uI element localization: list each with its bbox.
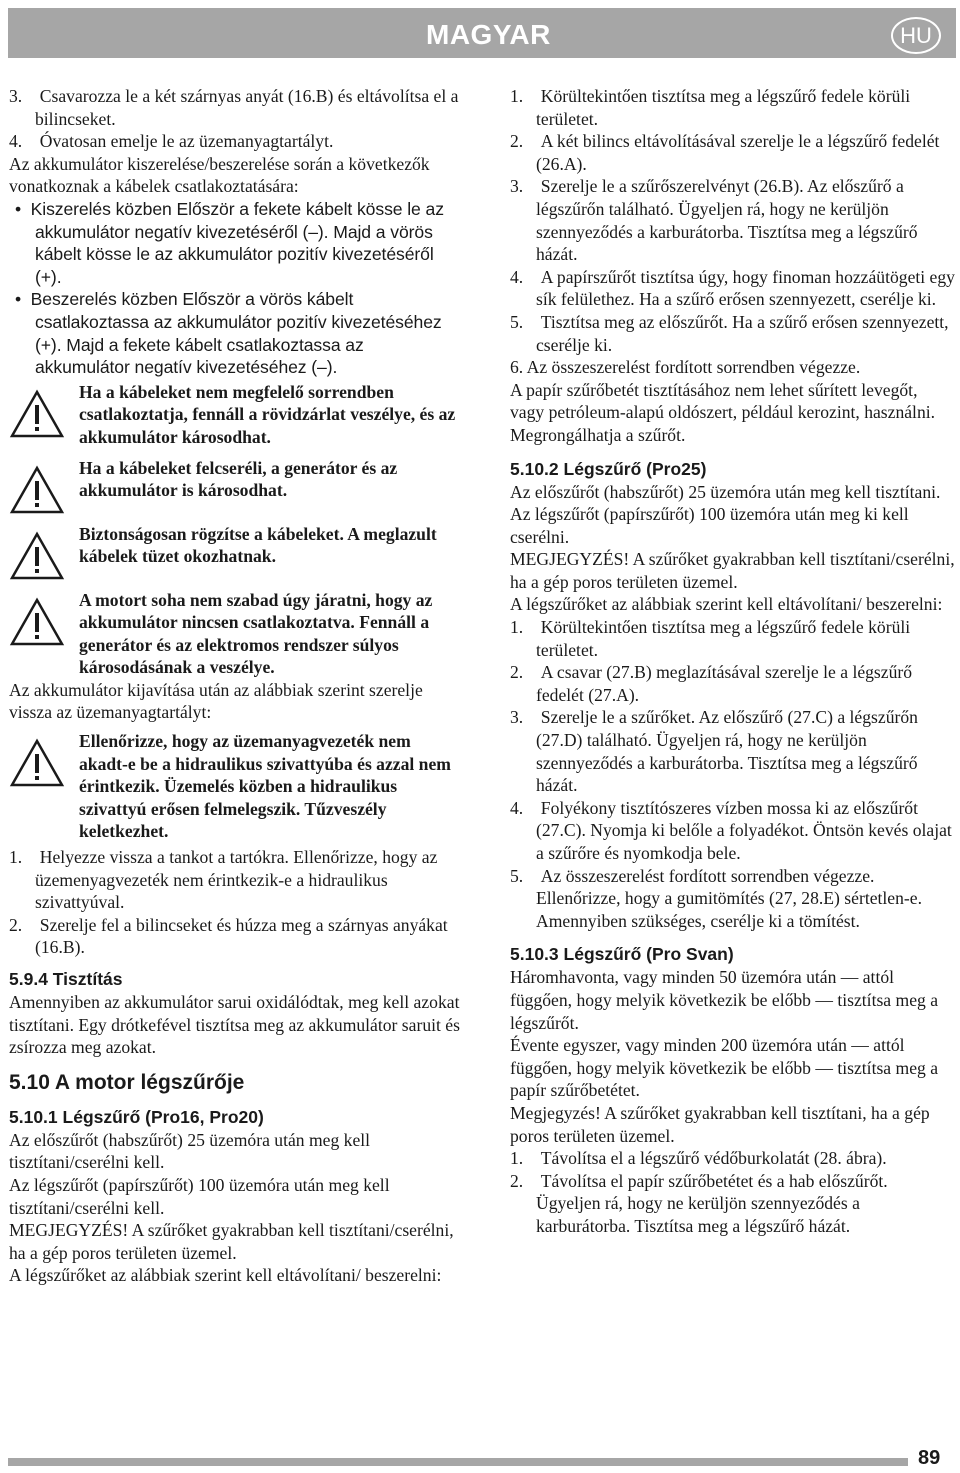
section-heading-5-10-2: 5.10.2 Légszűrő (Pro25): [510, 458, 707, 479]
pro25-step-5: 5. Az összeszerelést fordított sorrendben végezze. Ellenőrizze, hogy a gumitömítés (27, 28.E) sértetlen-e. Amennyiben szükséges, cserélje ki a tömítést.: [510, 865, 922, 931]
svan-quarterly-paragraph: Háromhavonta, vagy minden 50 üzemóra után — attól függően, hogy melyik következik be előbb — tisztítsa meg a légszűrőt.: [510, 967, 939, 1033]
section-heading-5-9-4: 5.9.4 Tisztítás: [9, 969, 123, 989]
svan-step-1: 1. Távolítsa el a légszűrő védőburkolatát (28. ábra).: [510, 1148, 887, 1169]
pro25-intro-paragraph: A légszűrőket az alábbiak szerint kell eltávolítani/ beszerelni:: [510, 594, 943, 615]
step-3-text: 3. Csavarozza le a két szárnyas anyát (16.B) és eltávolítsa el a bilincseket.: [9, 86, 459, 129]
warning-triangle-icon: [9, 531, 65, 581]
pro25-paper-paragraph: Az légszűrőt (papírszűrőt) 100 üzemóra után meg ki kell cserélni.: [510, 504, 909, 547]
warning-block: [9, 381, 461, 449]
install-bullet-text: Beszerelés közben Először a vörös kábelt csatlakoztassa az akkumulátor pozitív kivezetéséhez (+). Majd a fekete kábelt csatlakoztassa az akkumulátor negatív kivezetéséhez (–).: [30, 289, 442, 378]
language-badge: HU: [891, 17, 941, 54]
warning-text: Ha a kábeleket nem megfelelő sorrendben csatlakoztatja, fennáll a rövidzárlat veszélye, és az akkumulátor károsodhat.: [79, 381, 456, 447]
warning-block: [9, 730, 461, 843]
section-heading-5-10: 5.10 A motor légszűrője: [9, 1070, 245, 1094]
pro25-step-1: 1. Körültekintően tisztítsa meg a légszűrő fedele körüli területet.: [510, 617, 911, 660]
filter-step-3: 3. Szerelje le a szűrőszerelvényt (26.B). Az előszűrő a légszűrőn található. Ügyeljen rá, hogy ne kerüljön szennyeződés a karburátorba. Tisztítsa meg a légszűrő házát.: [510, 176, 918, 265]
filter-step-1: 1. Körültekintően tisztítsa meg a légszűrő fedele körüli területet.: [510, 86, 911, 129]
paper-filter-paragraph: Az légszűrőt (papírszűrőt) 100 üzemóra után meg kell tisztítani/cserélni kell.: [9, 1174, 390, 1218]
warning-text: Ellenőrizze, hogy az üzemanyagvezeték nem akadt-e be a hidraulikus szivattyúba és azzal nem érintkezik. Üzemelés közben a hidraulikus szivattyú erősen felmelegszik. Tűzveszély keletkezhet.: [79, 731, 451, 842]
filter-step-4: 4. A papírszűrőt tisztítsa úgy, hogy finoman hozzáütögeti egy sík felülethez. Ha a szűrő erősen szennyezett, cserélje ki.: [510, 266, 955, 310]
footer-bar: [8, 1458, 908, 1466]
cleaning-paragraph: Amennyiben az akkumulátor sarui oxidálódtak, meg kell azokat tisztítani. Egy drótkefével tisztítsa meg az akkumulátor saruit és zsírozza meg azokat.: [9, 992, 460, 1058]
pro25-step-3: 3. Szerelje le a szűrőket. Az előszűrő (27.C) a légszűrőn (27.D) található. Ügyeljen rá, hogy ne kerüljön szennyeződés a karburátorba. Tisztítsa meg a légszűrő házát.: [510, 707, 918, 796]
removal-bullet: • Kiszerelés közben Először a fekete kábelt kösse le az akkumulátor negatív kivezetéséről (–). Majd a vörös kábelt kösse le az akkumulátor pozitív kivezetéséről (+).: [15, 198, 444, 287]
step-4-text: 4. Óvatosan emelje le az üzemanyagtartályt.: [9, 131, 334, 152]
removal-bullet-text: Kiszerelés közben Először a fekete kábelt kösse le az akkumulátor negatív kivezetéséről (–). Majd a vörös kábelt kösse le az akkumulátor pozitív kivezetéséről (+).: [30, 198, 444, 287]
warning-text: Ha a kábeleket felcseréli, a generátor és az akkumulátor is károsodhat.: [79, 457, 398, 501]
note-paragraph: MEGJEGYZÉS! A szűrőket gyakrabban kell tisztítani/cserélni, ha a gép poros területen üzemel.: [9, 1220, 454, 1263]
filter-step-2: 2. A két bilincs eltávolításával szerelje le a légszűrő fedelét (26.A).: [510, 131, 940, 174]
refit-intro-paragraph: Az akkumulátor kijavítása után az alábbiak szerint szerelje vissza az üzemanyagtartályt:: [9, 679, 423, 723]
svan-step-2: 2. Távolítsa el papír szűrőbetétet és a hab előszűrőt. Ügyeljen rá, hogy ne kerüljön szennyeződés a karburátorba. Tisztítsa meg a légszűrő házát.: [510, 1170, 888, 1236]
prefilter-paragraph: Az előszűrőt (habszűrőt) 25 üzemóra után meg kell tisztítani/cserélni kell.: [9, 1129, 371, 1173]
filter-step-6: 6. Az összeszerelést fordított sorrendben végezze.: [510, 357, 861, 378]
install-bullet: • Beszerelés közben Először a vörös kábelt csatlakoztassa az akkumulátor pozitív kivezetéséhez (+). Majd a fekete kábelt csatlakoztassa az akkumulátor negatív kivezetéséhez (–).: [15, 289, 442, 378]
pro25-prefilter-paragraph: Az előszűrőt (habszűrőt) 25 üzemóra után meg kell tisztítani.: [510, 481, 941, 502]
battery-intro-paragraph: Az akkumulátor kiszerelése/beszerelése során a következők vonatkoznak a kábelek csatlakoztatására:: [9, 153, 430, 197]
warning-text: A motort soha nem szabad úgy járatni, hogy az akkumulátor nincsen csatlakoztatva. Fennáll a generátor és az elektromos rendszer súlyos károsodásának a veszélye.: [79, 589, 433, 678]
section-heading-5-10-1: 5.10.1 Légszűrő (Pro16, Pro20): [9, 1106, 264, 1127]
svan-yearly-paragraph: Évente egyszer, vagy minden 200 üzemóra után — attól függően, hogy melyik következik be előbb — tisztítsa meg a papír szűrőbetétet.: [510, 1035, 939, 1101]
warning-text: Biztonságosan rögzítse a kábeleket. A meglazult kábelek tüzet okozhatnak.: [79, 523, 437, 567]
right-column: [510, 85, 955, 1238]
warning-triangle-icon: [9, 389, 65, 439]
language-title: MAGYAR: [426, 19, 551, 50]
warning-triangle-icon: [9, 738, 65, 788]
pro25-note-paragraph: MEGJEGYZÉS! A szűrőket gyakrabban kell tisztítani/cserélni, ha a gép poros területen üzemel.: [510, 549, 955, 592]
refit-step-2: 2. Szerelje fel a bilincseket és húzza meg a szárnyas anyákat (16.B).: [9, 914, 448, 958]
warning-triangle-icon: [9, 465, 65, 515]
refit-step-1: 1. Helyezze vissza a tankot a tartókra. Ellenőrizze, hogy az üzemenyagvezeték nem érintkezik-e a hidraulikus szivattyúval.: [9, 847, 438, 913]
compressed-air-paragraph: A papír szűrőbetét tisztításához nem lehet sűrített levegőt, vagy petróleum-alapú oldószert, például kerozint, használni. Megrongálhatja a szűrőt.: [510, 379, 936, 445]
svan-note-paragraph: Megjegyzés! A szűrőket gyakrabban kell tisztítani, ha a gép poros területen üzemel.: [510, 1102, 930, 1146]
page-number: 89: [918, 1447, 941, 1469]
section-heading-5-10-3: 5.10.3 Légszűrő (Pro Svan): [510, 944, 734, 965]
pro25-step-4: 4. Folyékony tisztítószeres vízben mossa ki az előszűrőt (27.C). Nyomja ki belőle a folyadékot. Öntsön kevés olajat a szűrőre és nyomkodja bele.: [510, 797, 952, 863]
warning-triangle-icon: [9, 597, 65, 647]
filter-step-5: 5. Tisztítsa meg az előszűrőt. Ha a szűrő erősen szennyezett, cserélje ki.: [510, 311, 949, 355]
warning-block: [9, 457, 461, 515]
header-bar: [8, 8, 956, 58]
left-column: [9, 85, 461, 1287]
removal-intro-paragraph: A légszűrőket az alábbiak szerint kell eltávolítani/ beszerelni:: [9, 1265, 442, 1286]
warning-block: [9, 589, 461, 679]
pro25-step-2: 2. A csavar (27.B) meglazításával szerelje le a légszűrő fedelét (27.A).: [510, 662, 913, 705]
warning-block: [9, 523, 461, 581]
